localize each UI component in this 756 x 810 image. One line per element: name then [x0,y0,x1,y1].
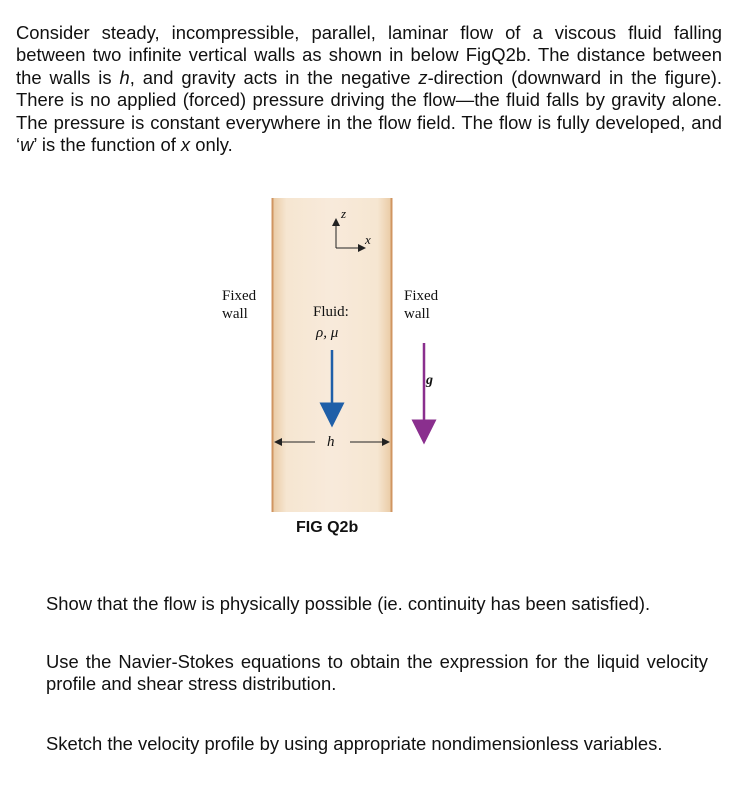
intro-var-w: w [20,134,34,156]
x-axis-label: x [365,232,371,247]
intro-var-z: z [418,66,428,88]
gap-label: h [327,434,335,450]
intro-var-h: h [119,66,130,88]
gravity-label: g [426,373,433,388]
right-wall-label-line1: Fixed [404,288,439,304]
left-wall-label [222,287,256,323]
right-wall-label-line2: wall [404,306,430,322]
left-wall-label-line1: Fixed [222,288,257,304]
question-sketch-profile: Sketch the velocity profile by using appropriate nondimensionless variables. [46,733,663,754]
question-navier-stokes: Use the Navier-Stokes equations to obtain the expression for the liquid velocity profile and shear stress distribution. [46,651,708,695]
fluid-properties: ρ, μ [316,325,339,341]
fluid-label: Fluid: [313,304,349,320]
right-wall-label [404,287,438,323]
question-continuity: Show that the flow is physically possible (ie. continuity has been satisfied). [46,593,651,614]
intro-text-2: , and gravity acts in the negative [129,66,419,88]
z-axis-label: z [341,206,347,221]
intro-var-x: x [180,134,191,156]
intro-text-4: ’ is the function of [33,134,181,156]
intro-text-1: Consider steady, incompressible, parallel, laminar flow of a viscous fluid falling between two infinite vertical walls as shown in below FigQ2b. The distance between the walls is [16,22,722,88]
intro-text-5: only. [190,134,233,156]
figure-caption: FIG Q2b [296,519,359,536]
left-wall-label-line2: wall [222,306,248,322]
intro-text-3: -direction (downward in the figure). There is no applied (forced) pressure driving the flow—the fluid falls by gravity alone. The pressure is constant everywhere in the flow field. The flow is fully developed, and ‘ [16,66,722,156]
